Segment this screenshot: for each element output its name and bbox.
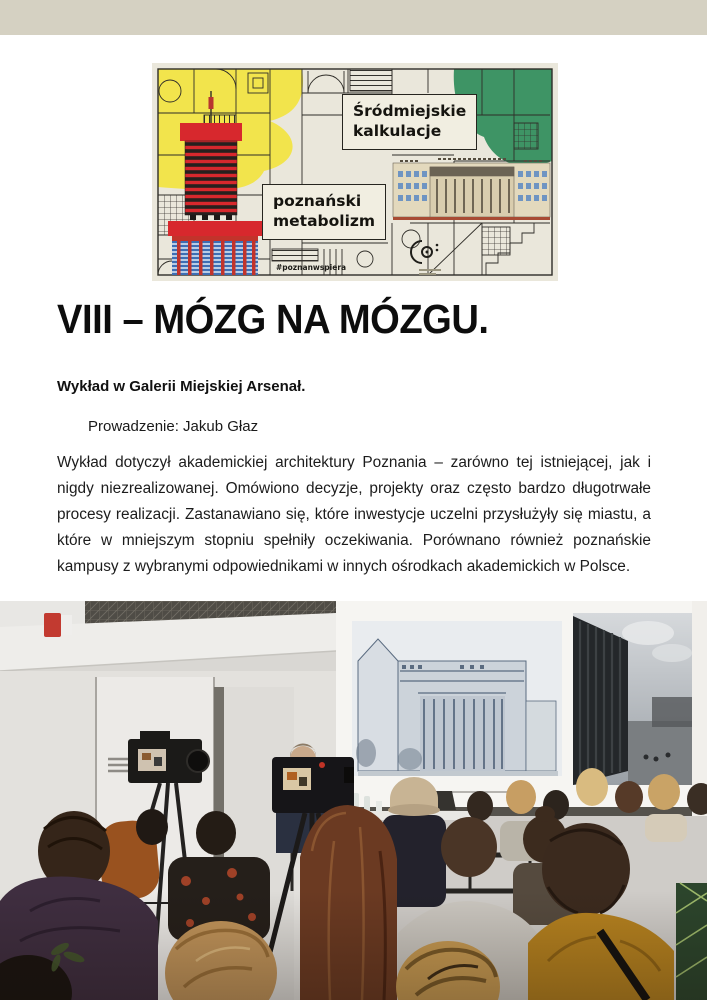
banner-title-box (342, 94, 477, 150)
article-subheading: Wykład w Galerii Miejskiej Arsenał. (57, 378, 306, 395)
page-title: VIII – MÓZG NA MÓZGU. (57, 296, 489, 342)
event-banner (152, 63, 558, 281)
slide-image-drawing (352, 621, 562, 776)
article-body: Wykład dotyczył akademickiej architektury Poznania – zarówno tej istniejącej, jak i nigdy niezrealizowanej. Omówiono decyzje, projekty oraz często bardzo długotrwałe procesy realizacji. Zastanawiano się, które inwestycje uczelni przysłużyły się miastu, a które w mniejszym stopniu spełniły oczekiwania. Porównano również poznańskie kampusy z wybranymi odpowiednikami w innych ośrodkach akademickich w Polsce. (57, 454, 651, 575)
banner-title-line2: kalkulacje (353, 121, 442, 140)
lecture-photo (0, 601, 707, 1000)
collegium-building (393, 159, 550, 220)
photo-vignette (0, 891, 707, 1000)
fire-alarm (44, 613, 61, 637)
banner-subtitle-line2: metabolizm (273, 211, 376, 230)
banner-hashtag: #poznanwspiera (276, 263, 347, 272)
banner-subtitle-box (262, 184, 386, 240)
page-top-strip (0, 0, 707, 35)
banner-title-line1: Śródmiejskie (353, 102, 467, 120)
lecture-photo-illustration (0, 601, 707, 1000)
article-lead: Prowadzenie: Jakub Głaz (88, 418, 259, 435)
slide-image-photo (573, 613, 692, 785)
banner-subtitle-line1: poznański (273, 192, 362, 210)
